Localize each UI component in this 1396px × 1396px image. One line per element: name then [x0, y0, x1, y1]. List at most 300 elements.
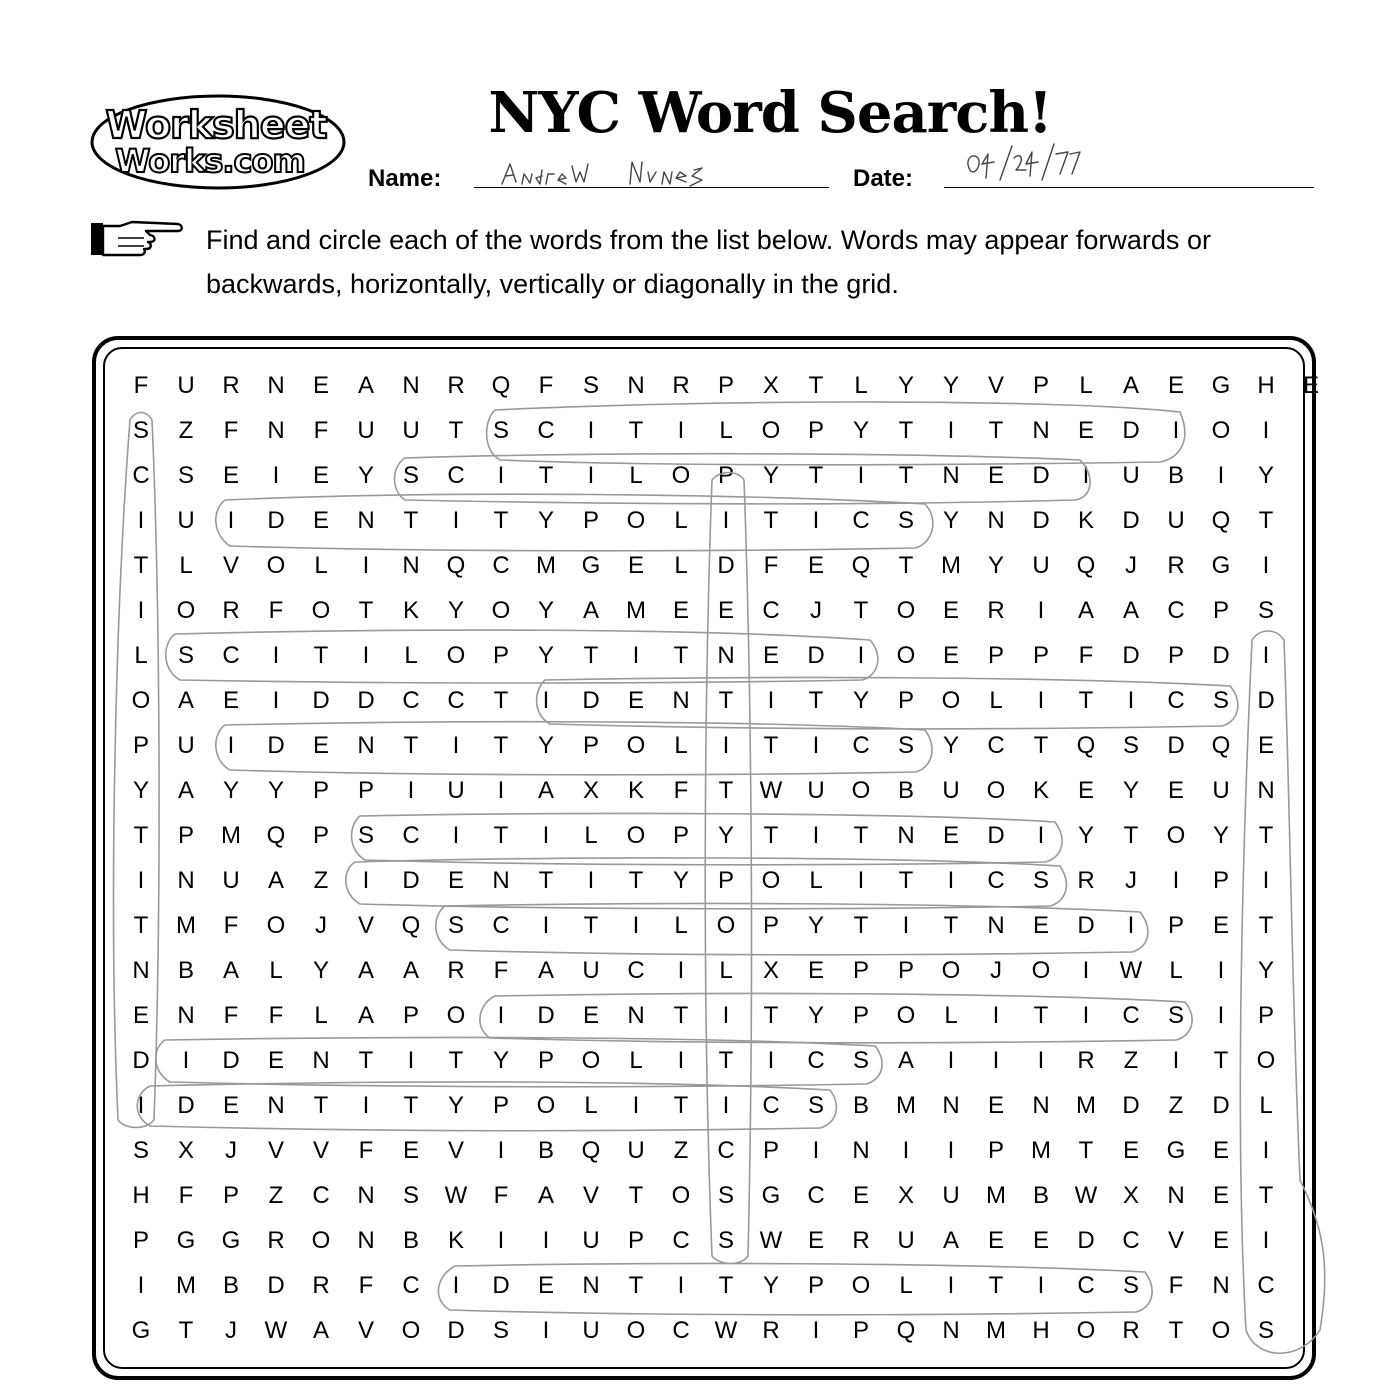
- grid-letter: I: [1262, 867, 1270, 894]
- grid-letter: Y: [717, 822, 734, 849]
- grid-letter: S: [807, 1092, 824, 1119]
- grid-letter: I: [227, 507, 235, 534]
- grid-letter: T: [808, 687, 824, 714]
- grid-letter: O: [1031, 957, 1051, 984]
- grid-letter: I: [767, 687, 775, 714]
- grid-letter: V: [267, 1137, 284, 1164]
- grid-letter: E: [852, 1182, 869, 1209]
- grid-letter: I: [1262, 1227, 1270, 1254]
- grid-letter: N: [177, 867, 195, 894]
- grid-letter: L: [584, 822, 598, 849]
- grid-letter: T: [988, 417, 1004, 444]
- grid-letter: T: [133, 552, 149, 579]
- grid-letter: E: [987, 1092, 1004, 1119]
- grid-letter: I: [1127, 687, 1135, 714]
- grid-letter: T: [898, 552, 914, 579]
- grid-letter: C: [402, 1272, 420, 1299]
- grid-letter: Y: [132, 777, 149, 804]
- grid-letter: G: [176, 1227, 196, 1254]
- grid-letter: T: [1258, 912, 1274, 939]
- grid-letter: D: [537, 1002, 555, 1029]
- grid-letter: L: [719, 417, 733, 444]
- grid-letter: T: [133, 912, 149, 939]
- grid-letter: Q: [1211, 732, 1231, 759]
- grid-letter: O: [1076, 1317, 1096, 1344]
- grid-letter: N: [987, 507, 1005, 534]
- grid-letter: C: [132, 462, 150, 489]
- grid-letter: W: [759, 777, 783, 804]
- grid-letter: E: [222, 462, 239, 489]
- grid-letter: G: [1211, 552, 1231, 579]
- grid-letter: Q: [851, 552, 871, 579]
- grid-letter: D: [267, 1272, 285, 1299]
- grid-letter: A: [537, 777, 554, 804]
- grid-letter: P: [672, 822, 689, 849]
- grid-letter: P: [852, 1002, 869, 1029]
- grid-letter: O: [1211, 417, 1231, 444]
- grid-letter: S: [1212, 687, 1229, 714]
- grid-letter: I: [992, 1047, 1000, 1074]
- grid-letter: I: [137, 597, 145, 624]
- grid-letter: H: [1257, 372, 1275, 399]
- grid-letter: U: [1167, 507, 1185, 534]
- grid-letter: T: [1258, 1182, 1274, 1209]
- grid-letter: S: [132, 1137, 149, 1164]
- grid-letter: V: [357, 912, 374, 939]
- grid-letter: C: [807, 1047, 825, 1074]
- grid-letter: O: [131, 687, 151, 714]
- grid-letter: C: [627, 957, 645, 984]
- grid-letter: B: [222, 1272, 239, 1299]
- grid-letter: U: [807, 777, 825, 804]
- grid-letter: R: [852, 1227, 870, 1254]
- grid-letter: Z: [673, 1137, 689, 1164]
- grid-letter: E: [222, 687, 239, 714]
- grid-letter: T: [628, 1182, 644, 1209]
- grid-letter: P: [852, 1317, 869, 1344]
- grid-letter: F: [673, 777, 689, 804]
- grid-letter: P: [627, 1227, 644, 1254]
- grid-letter: D: [1122, 507, 1140, 534]
- grid-letter: Y: [357, 462, 374, 489]
- grid-letter: E: [312, 507, 329, 534]
- grid-letter: M: [176, 1272, 196, 1299]
- grid-letter: E: [1167, 777, 1184, 804]
- grid-letter: C: [222, 642, 240, 669]
- grid-letter: I: [812, 1137, 820, 1164]
- grid-letter: T: [718, 777, 734, 804]
- grid-letter: P: [987, 642, 1004, 669]
- grid-letter: I: [812, 507, 820, 534]
- grid-letter: N: [1167, 1182, 1185, 1209]
- grid-letter: P: [717, 462, 734, 489]
- grid-letter: Y: [537, 597, 554, 624]
- grid-letter: N: [1032, 1092, 1050, 1119]
- grid-letter: N: [357, 732, 375, 759]
- grid-letter: Y: [312, 957, 329, 984]
- grid-letter: F: [493, 1182, 509, 1209]
- grid-letter: E: [807, 1227, 824, 1254]
- grid-letter: E: [1077, 417, 1094, 444]
- grid-letter: I: [272, 462, 280, 489]
- grid-letter: R: [987, 597, 1005, 624]
- grid-letter: O: [626, 822, 646, 849]
- grid-letter: F: [1078, 642, 1094, 669]
- grid-letter: S: [402, 1182, 419, 1209]
- grid-letter: T: [1078, 687, 1094, 714]
- grid-letter: V: [222, 552, 239, 579]
- grid-letter: T: [1078, 1137, 1094, 1164]
- grid-letter: I: [677, 1047, 685, 1074]
- grid-letter: B: [402, 1227, 419, 1254]
- grid-letter: V: [447, 1137, 464, 1164]
- grid-letter: P: [807, 417, 824, 444]
- grid-letter: W: [1074, 1182, 1098, 1209]
- grid-letter: E: [1212, 1227, 1229, 1254]
- grid-letter: T: [853, 597, 869, 624]
- grid-letter: Y: [762, 1272, 779, 1299]
- grid-letter: I: [1262, 642, 1270, 669]
- grid-letter: F: [358, 1272, 374, 1299]
- grid-letter: Y: [942, 372, 959, 399]
- grid-letter: B: [537, 1137, 554, 1164]
- grid-letter: Y: [897, 372, 914, 399]
- grid-letter: C: [762, 1092, 780, 1119]
- grid-letter: N: [492, 867, 510, 894]
- grid-letter: D: [1167, 732, 1185, 759]
- grid-letter: O: [671, 1182, 691, 1209]
- grid-letter: C: [717, 1137, 735, 1164]
- grid-letter: I: [632, 642, 640, 669]
- grid-letter: C: [312, 1182, 330, 1209]
- grid-letter: A: [897, 1047, 914, 1074]
- grid-letter: D: [987, 822, 1005, 849]
- grid-letter: I: [902, 1137, 910, 1164]
- grid-letter: T: [853, 912, 869, 939]
- grid-letter: J: [315, 912, 327, 939]
- grid-letter: D: [1122, 417, 1140, 444]
- grid-letter: U: [582, 1227, 600, 1254]
- grid-letter: I: [542, 1317, 550, 1344]
- grid-letter: S: [897, 732, 914, 759]
- grid-letter: E: [582, 1002, 599, 1029]
- grid-letter: F: [223, 912, 239, 939]
- grid-letter: N: [897, 822, 915, 849]
- grid-letter: P: [312, 822, 329, 849]
- grid-letter: C: [1257, 1272, 1275, 1299]
- grid-letter: I: [497, 1227, 505, 1254]
- grid-letter: T: [1033, 1002, 1049, 1029]
- grid-letter: O: [536, 1092, 556, 1119]
- grid-letter: T: [313, 642, 329, 669]
- grid-letter: I: [1262, 552, 1270, 579]
- grid-letter: N: [942, 1317, 960, 1344]
- grid-letter: L: [134, 642, 148, 669]
- grid-letter: S: [1032, 867, 1049, 894]
- grid-letter: S: [1257, 597, 1274, 624]
- grid-letter: E: [627, 552, 644, 579]
- grid-letter: T: [448, 417, 464, 444]
- grid-letter: T: [988, 1272, 1004, 1299]
- grid-letter: Q: [1211, 507, 1231, 534]
- grid-letter: P: [402, 1002, 419, 1029]
- grid-letter: E: [402, 1137, 419, 1164]
- grid-letter: N: [312, 1047, 330, 1074]
- grid-letter: C: [672, 1317, 690, 1344]
- grid-letter: T: [763, 1002, 779, 1029]
- grid-letter: A: [357, 957, 374, 984]
- grid-letter: R: [672, 372, 690, 399]
- grid-letter: A: [402, 957, 419, 984]
- grid-letter: M: [986, 1182, 1006, 1209]
- grid-letter: I: [1217, 1002, 1225, 1029]
- grid-letter: U: [177, 732, 195, 759]
- grid-letter: V: [357, 1317, 374, 1344]
- grid-letter: P: [897, 957, 914, 984]
- grid-letter: A: [222, 957, 239, 984]
- grid-letter: I: [722, 507, 730, 534]
- grid-letter: V: [312, 1137, 329, 1164]
- grid-letter: I: [1217, 957, 1225, 984]
- grid-letter: S: [447, 912, 464, 939]
- grid-letter: L: [404, 642, 418, 669]
- grid-letter: A: [537, 957, 554, 984]
- grid-letter: E: [312, 462, 329, 489]
- grid-letter: C: [672, 1227, 690, 1254]
- grid-letter: D: [132, 1047, 150, 1074]
- grid-letter: T: [178, 1317, 194, 1344]
- grid-letter: I: [452, 822, 460, 849]
- grid-letter: I: [722, 732, 730, 759]
- grid-letter: Z: [1123, 1047, 1139, 1074]
- grid-letter: I: [542, 1227, 550, 1254]
- grid-letter: I: [992, 1002, 1000, 1029]
- grid-letter: I: [497, 462, 505, 489]
- grid-letter: E: [1032, 912, 1049, 939]
- grid-letter: M: [1076, 1092, 1096, 1119]
- grid-letter: D: [357, 687, 375, 714]
- grid-letter: L: [854, 372, 868, 399]
- grid-letter: O: [446, 642, 466, 669]
- grid-letter: N: [987, 912, 1005, 939]
- grid-letter: P: [987, 1137, 1004, 1164]
- grid-letter: N: [357, 1227, 375, 1254]
- grid-letter: L: [179, 552, 193, 579]
- grid-letter: A: [1122, 372, 1139, 399]
- grid-letter: I: [452, 507, 460, 534]
- grid-letter: E: [1122, 1137, 1139, 1164]
- grid-letter: C: [492, 912, 510, 939]
- grid-letter: P: [1167, 642, 1184, 669]
- grid-letter: U: [897, 1227, 915, 1254]
- grid-letter: E: [537, 1272, 554, 1299]
- grid-letter: I: [812, 822, 820, 849]
- grid-letter: T: [718, 687, 734, 714]
- grid-letter: I: [137, 507, 145, 534]
- grid-letter: Y: [1257, 957, 1274, 984]
- grid-letter: R: [312, 1272, 330, 1299]
- grid-letter: P: [132, 1227, 149, 1254]
- grid-letter: F: [1168, 1272, 1184, 1299]
- grid-letter: T: [808, 372, 824, 399]
- grid-letter: P: [1212, 867, 1229, 894]
- grid-letter: Q: [401, 912, 421, 939]
- grid-letter: I: [857, 642, 865, 669]
- grid-letter: P: [1032, 642, 1049, 669]
- grid-letter: Y: [537, 507, 554, 534]
- grid-letter: I: [137, 867, 145, 894]
- grid-letter: Y: [222, 777, 239, 804]
- grid-letter: N: [582, 1272, 600, 1299]
- grid-letter: I: [542, 912, 550, 939]
- grid-letter: N: [402, 372, 420, 399]
- grid-letter: N: [267, 417, 285, 444]
- grid-letter: Y: [672, 867, 689, 894]
- grid-letter: M: [896, 1092, 916, 1119]
- grid-letter: J: [810, 597, 822, 624]
- grid-letter: E: [1032, 1227, 1049, 1254]
- grid-letter: L: [674, 552, 688, 579]
- grid-letter: F: [538, 372, 554, 399]
- grid-letter: O: [266, 912, 286, 939]
- grid-letter: T: [448, 1047, 464, 1074]
- grid-letter: P: [537, 1047, 554, 1074]
- grid-letter: N: [402, 552, 420, 579]
- grid-letter: W: [264, 1317, 288, 1344]
- grid-letter: S: [1122, 732, 1139, 759]
- grid-letter: X: [762, 957, 779, 984]
- grid-letter: E: [627, 687, 644, 714]
- grid-letter: S: [717, 1227, 734, 1254]
- grid-letter: L: [1169, 957, 1183, 984]
- grid-letter: S: [582, 372, 599, 399]
- grid-letter: I: [1262, 417, 1270, 444]
- grid-letter: D: [1077, 912, 1095, 939]
- grid-letter: Q: [491, 372, 511, 399]
- grid-letter: I: [812, 1317, 820, 1344]
- grid-letter: E: [942, 642, 959, 669]
- grid-letter: P: [492, 642, 509, 669]
- grid-letter: I: [1037, 597, 1045, 624]
- grid-letter: Y: [852, 417, 869, 444]
- grid-letter: P: [717, 867, 734, 894]
- grid-letter: C: [1077, 1272, 1095, 1299]
- grid-letter: I: [677, 957, 685, 984]
- grid-letter: N: [1032, 417, 1050, 444]
- grid-letter: D: [1257, 687, 1275, 714]
- grid-letter: Y: [492, 1047, 509, 1074]
- grid-letter: T: [538, 462, 554, 489]
- grid-letter: E: [987, 462, 1004, 489]
- grid-letter: U: [1122, 462, 1140, 489]
- grid-letter: P: [897, 687, 914, 714]
- grid-letter: U: [582, 1317, 600, 1344]
- grid-letter: T: [718, 1047, 734, 1074]
- grid-letter: X: [582, 777, 599, 804]
- grid-letter: L: [944, 1002, 958, 1029]
- grid-letter: D: [492, 1272, 510, 1299]
- grid-letter: P: [1032, 372, 1049, 399]
- grid-letter: I: [182, 1047, 190, 1074]
- grid-letter: P: [762, 1137, 779, 1164]
- grid-letter: J: [1125, 552, 1137, 579]
- grid-letter: Y: [447, 1092, 464, 1119]
- grid-letter: Q: [1076, 732, 1096, 759]
- grid-letter: F: [223, 1002, 239, 1029]
- grid-letter: T: [493, 687, 509, 714]
- grid-letter: I: [677, 1272, 685, 1299]
- grid-letter: P: [1167, 912, 1184, 939]
- grid-letter: Y: [762, 462, 779, 489]
- grid-letter: S: [492, 417, 509, 444]
- grid-letter: P: [1212, 597, 1229, 624]
- grid-letter: I: [497, 777, 505, 804]
- grid-letter: M: [626, 597, 646, 624]
- grid-letter: C: [492, 552, 510, 579]
- grid-letter: D: [447, 1317, 465, 1344]
- grid-letter: R: [267, 1227, 285, 1254]
- grid-letter: T: [628, 867, 644, 894]
- grid-letter: X: [177, 1137, 194, 1164]
- grid-letter: C: [852, 507, 870, 534]
- grid-letter: I: [1037, 822, 1045, 849]
- grid-letter: E: [807, 552, 824, 579]
- grid-letter: I: [452, 732, 460, 759]
- grid-letter: T: [1213, 1047, 1229, 1074]
- grid-letter: U: [942, 1182, 960, 1209]
- grid-letter: O: [896, 1002, 916, 1029]
- grid-letter: L: [899, 1272, 913, 1299]
- grid-letter: A: [357, 1002, 374, 1029]
- grid-letter: S: [1122, 1272, 1139, 1299]
- grid-letter: I: [497, 1002, 505, 1029]
- grid-letter: A: [537, 1182, 554, 1209]
- grid-letter: I: [497, 1137, 505, 1164]
- grid-letter: R: [762, 1317, 780, 1344]
- grid-letter: K: [1077, 507, 1094, 534]
- grid-letter: O: [761, 867, 781, 894]
- grid-letter: O: [401, 1317, 421, 1344]
- grid-letter: I: [542, 822, 550, 849]
- grid-letter: T: [358, 597, 374, 624]
- grid-letter: Y: [942, 732, 959, 759]
- grid-letter: M: [986, 1317, 1006, 1344]
- grid-letter: J: [990, 957, 1002, 984]
- grid-letter: T: [583, 642, 599, 669]
- grid-letter: E: [1167, 372, 1184, 399]
- grid-letter: C: [1167, 687, 1185, 714]
- grid-letter: E: [717, 597, 734, 624]
- grid-letter: O: [941, 687, 961, 714]
- grid-letter: Y: [1257, 462, 1274, 489]
- grid-letter: K: [627, 777, 644, 804]
- grid-letter: I: [1172, 417, 1180, 444]
- grid-letter: T: [673, 1092, 689, 1119]
- grid-letter: Z: [268, 1182, 284, 1209]
- grid-letter: M: [1031, 1137, 1051, 1164]
- grid-letter: S: [852, 1047, 869, 1074]
- grid-letter: I: [407, 1047, 415, 1074]
- grid-letter: D: [1077, 1227, 1095, 1254]
- grid-letter: A: [1077, 597, 1094, 624]
- grid-letter: N: [717, 642, 735, 669]
- grid-letter: S: [897, 507, 914, 534]
- grid-letter: T: [313, 1092, 329, 1119]
- grid-letter: O: [446, 1002, 466, 1029]
- grid-letter: I: [587, 417, 595, 444]
- grid-letter: I: [1172, 1047, 1180, 1074]
- grid-letter: R: [1167, 552, 1185, 579]
